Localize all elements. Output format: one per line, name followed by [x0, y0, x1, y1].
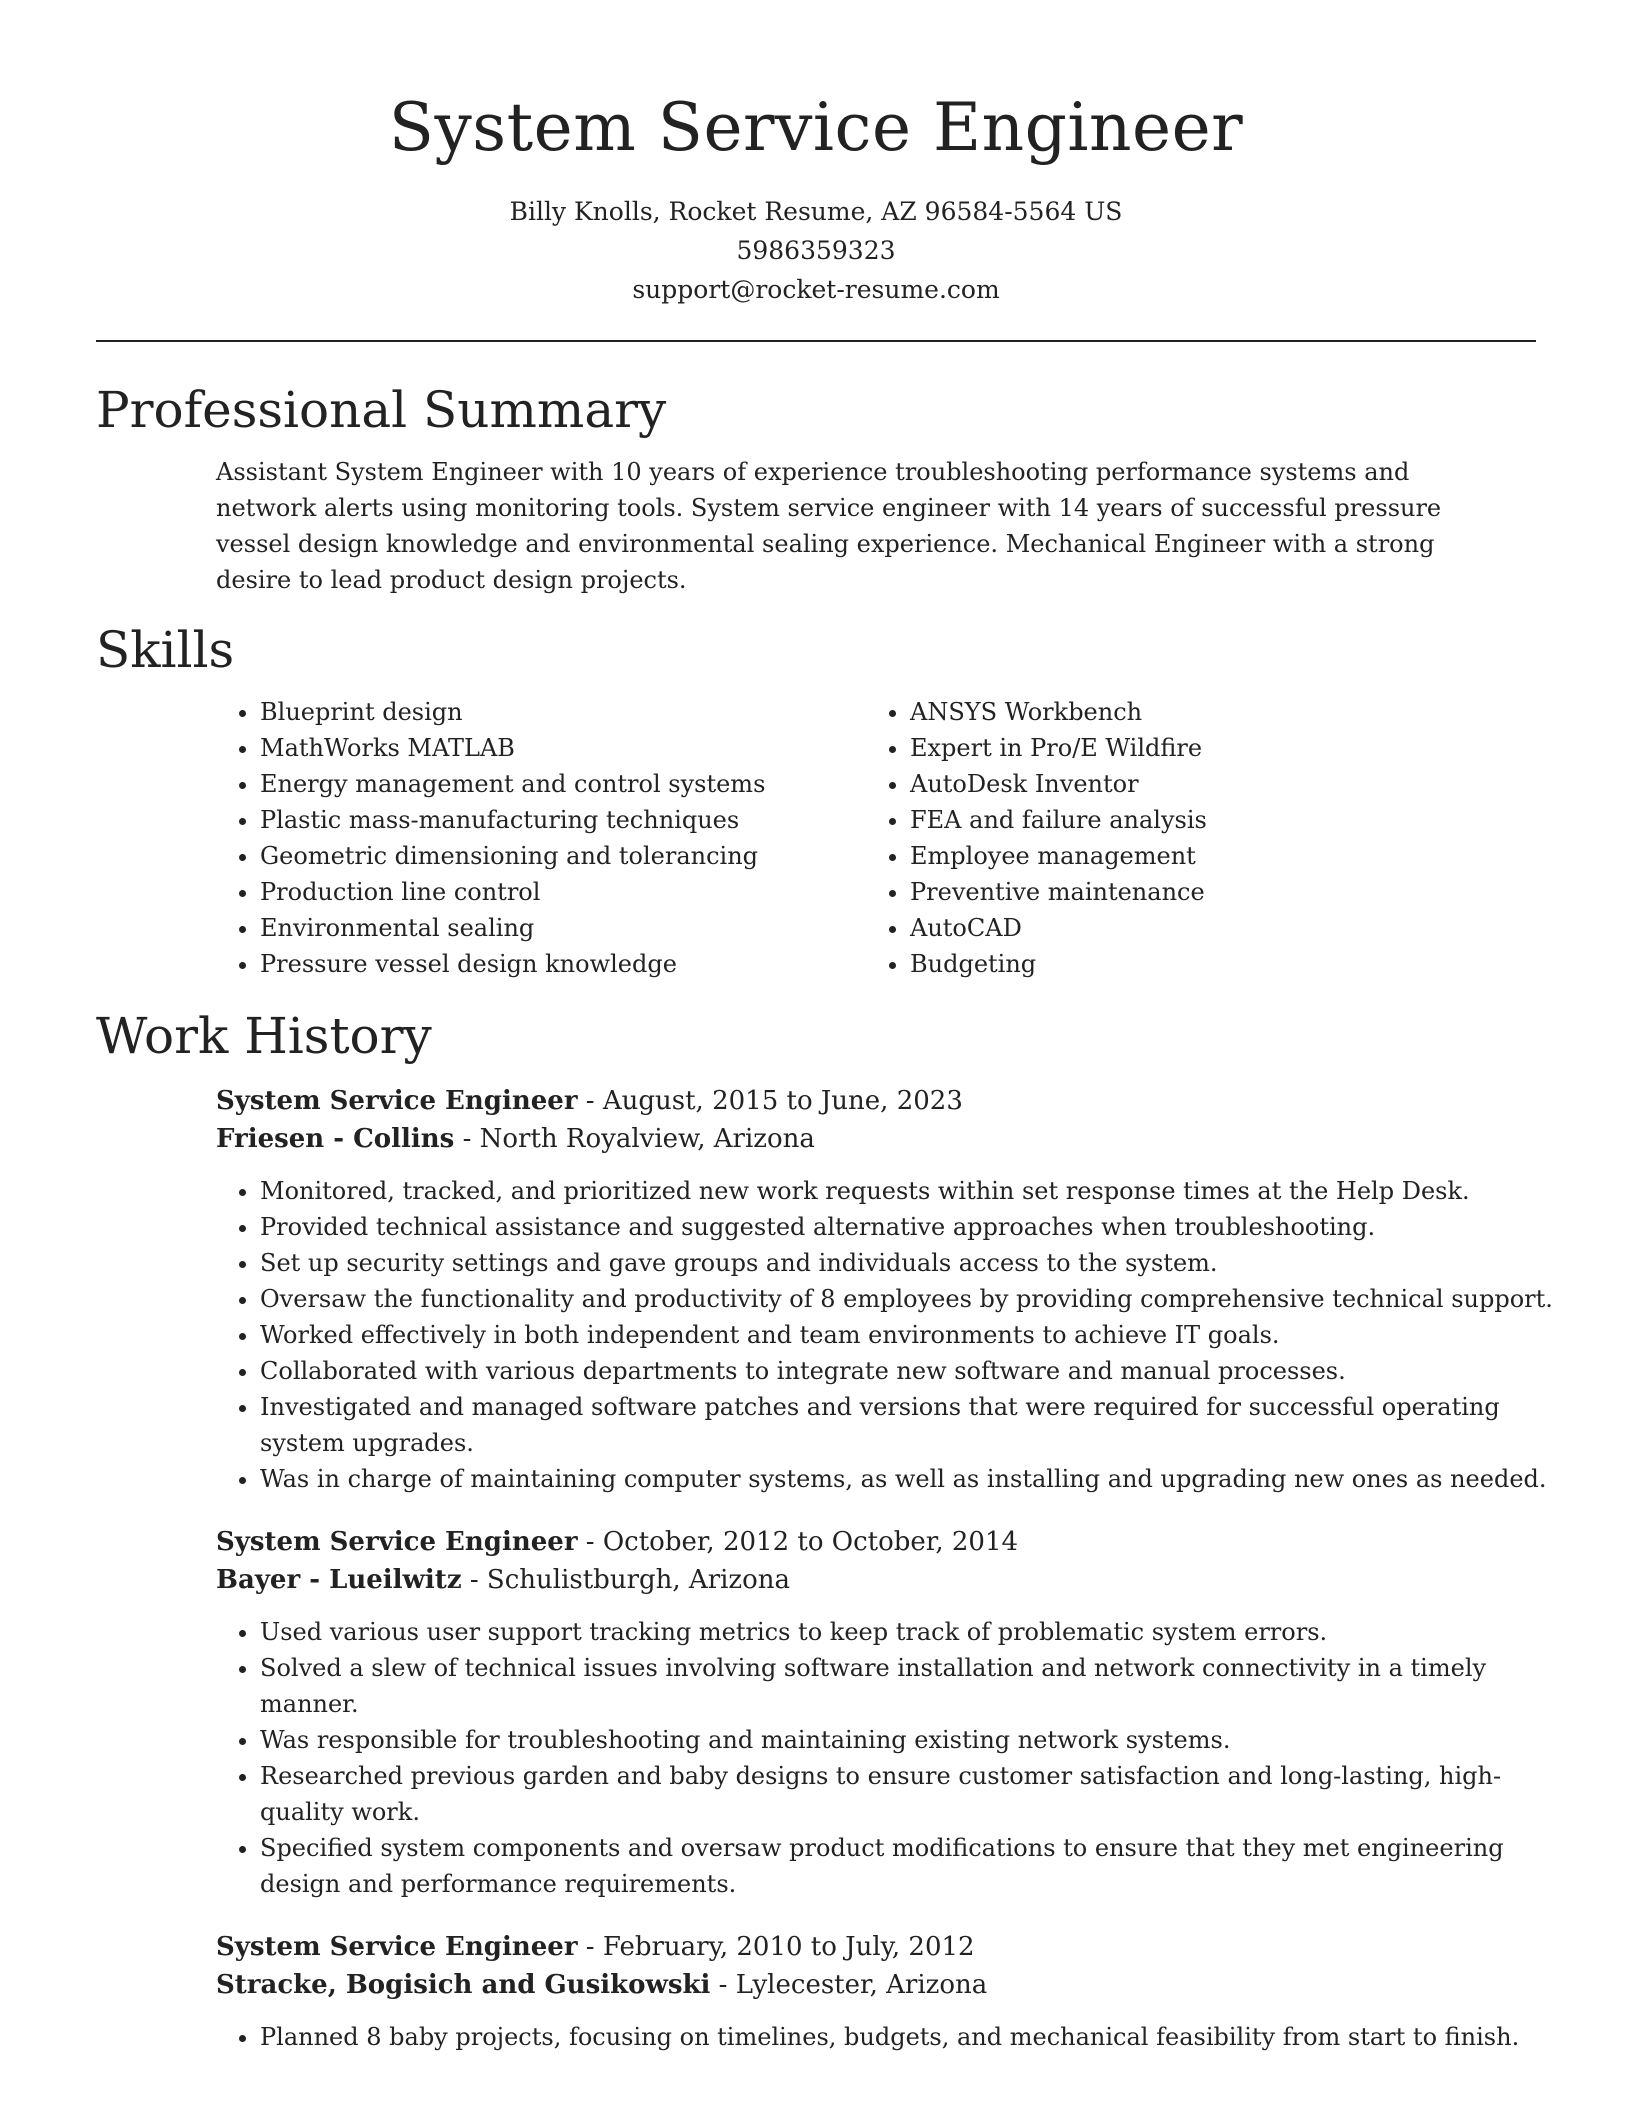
job-title-line: [216, 1082, 1536, 1120]
job-role: System Service Engineer: [216, 1527, 578, 1557]
job-bullet: • Worked effectively in both independent and team environments to achieve IT goals.: [260, 1317, 1570, 1353]
job-bullet: • Was responsible for troubleshooting and maintaining existing network systems.: [260, 1722, 1570, 1758]
job-location: - Lylecester, Arizona: [710, 1970, 988, 2000]
job-entry: [216, 1928, 1536, 2055]
job-bullet: • Planned 8 baby projects, focusing on timelines, budgets, and mechanical feasibility from start to finish.: [260, 2019, 1570, 2055]
job-company: Bayer - Lueilwitz: [216, 1565, 462, 1595]
skills-heading: Skills: [96, 621, 235, 679]
job-bullet: • Used various user support tracking metrics to keep track of problematic system errors.: [260, 1614, 1570, 1650]
contact-address: Billy Knolls, Rocket Resume, AZ 96584-5564 US: [509, 197, 1123, 226]
skills-list: [216, 694, 1536, 982]
summary-heading: Professional Summary: [96, 381, 667, 439]
job-bullet: • Set up security settings and gave groups and individuals access to the system.: [260, 1245, 1570, 1281]
skills-left-list: [216, 694, 866, 982]
skill-item: • Energy management and control systems: [260, 766, 866, 802]
header-divider: [96, 340, 1536, 342]
job-location: - North Royalview, Arizona: [454, 1124, 815, 1154]
resume-page: [96, 0, 1553, 2055]
job-title-line: [216, 1928, 1536, 1966]
job-bullets: [216, 2019, 1570, 2055]
job-entry: [216, 1523, 1536, 1902]
job-company-line: [216, 1561, 1536, 1599]
skill-item: • Pressure vessel design knowledge: [260, 946, 866, 982]
resume-header: [96, 0, 1536, 309]
skill-item: • ANSYS Workbench: [910, 694, 1516, 730]
skills-column-right: [866, 694, 1516, 982]
skill-item: • AutoCAD: [910, 910, 1516, 946]
job-bullet: • Collaborated with various departments to integrate new software and manual processes.: [260, 1353, 1570, 1389]
skills-column-left: [216, 694, 866, 982]
job-company: Stracke, Bogisich and Gusikowski: [216, 1970, 711, 2000]
job-bullet: • Was in charge of maintaining computer systems, as well as installing and upgrading new ones as needed.: [260, 1461, 1570, 1497]
contact-block: [96, 192, 1536, 309]
job-company: Friesen - Collins: [216, 1124, 455, 1154]
skill-item: • Production line control: [260, 874, 866, 910]
job-company-line: [216, 1120, 1536, 1158]
job-bullet: • Monitored, tracked, and prioritized new work requests within set response times at the Help Desk.: [260, 1173, 1570, 1209]
skills-right-list: [866, 694, 1516, 982]
job-location: - Schulistburgh, Arizona: [461, 1565, 791, 1595]
work-history-list: [216, 1082, 1553, 2055]
job-bullet: • Oversaw the functionality and productivity of 8 employees by providing comprehensive technical support.: [260, 1281, 1570, 1317]
job-bullet: • Specified system components and oversaw product modifications to ensure that they met engineering design and performance requirements.: [260, 1830, 1570, 1902]
work-history-heading: Work History: [96, 1007, 432, 1065]
job-bullets: [216, 1173, 1570, 1497]
skill-item: • Environmental sealing: [260, 910, 866, 946]
skill-item: • Employee management: [910, 838, 1516, 874]
skill-item: • Expert in Pro/E Wildfire: [910, 730, 1516, 766]
contact-email: support@rocket-resume.com: [632, 275, 1000, 304]
job-role: System Service Engineer: [216, 1086, 578, 1116]
summary-text: Assistant System Engineer with 10 years of experience troubleshooting performance systems and network alerts using monitoring tools. System service engineer with 14 years of successful pressure vessel design knowledge and environmental sealing experience. Mechanical Engineer with a strong desire to lead product design projects.: [216, 458, 1442, 594]
job-dates: - October, 2012 to October, 2014: [577, 1527, 1019, 1557]
skill-item: • Geometric dimensioning and tolerancing: [260, 838, 866, 874]
job-dates: - August, 2015 to June, 2023: [577, 1086, 963, 1116]
job-bullet: • Provided technical assistance and suggested alternative approaches when troubleshooting.: [260, 1209, 1570, 1245]
job-bullet: • Investigated and managed software patches and versions that were required for successful operating system upgrades.: [260, 1389, 1570, 1461]
job-company-line: [216, 1966, 1536, 2004]
contact-phone: 5986359323: [736, 236, 896, 265]
job-bullet: • Researched previous garden and baby designs to ensure customer satisfaction and long-lasting, high-quality work.: [260, 1758, 1570, 1830]
job-bullets: [216, 1614, 1570, 1902]
skill-item: • Plastic mass-manufacturing techniques: [260, 802, 866, 838]
job-entry: [216, 1082, 1553, 1497]
skill-item: • Preventive maintenance: [910, 874, 1516, 910]
skill-item: • FEA and failure analysis: [910, 802, 1516, 838]
job-dates: - February, 2010 to July, 2012: [577, 1932, 975, 1962]
skill-item: • Blueprint design: [260, 694, 866, 730]
skill-item: • Budgeting: [910, 946, 1516, 982]
job-bullet: • Solved a slew of technical issues involving software installation and network connectivity in a timely manner.: [260, 1650, 1570, 1722]
skill-item: • MathWorks MATLAB: [260, 730, 866, 766]
job-role: System Service Engineer: [216, 1932, 578, 1962]
job-title-line: [216, 1523, 1536, 1561]
resume-name: System Service Engineer: [388, 89, 1244, 166]
skill-item: • AutoDesk Inventor: [910, 766, 1516, 802]
